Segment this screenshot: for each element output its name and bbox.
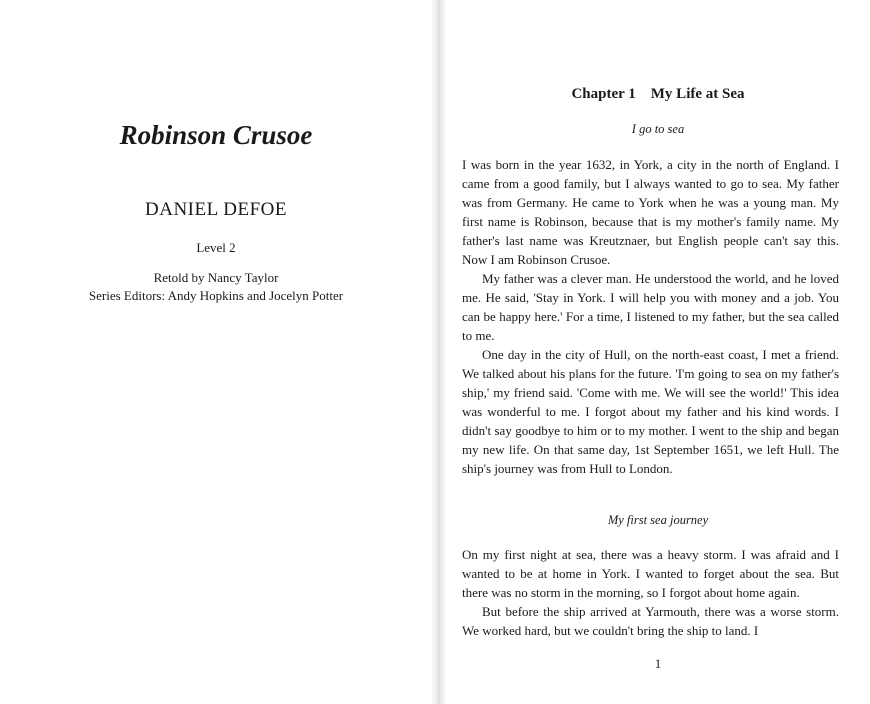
section-heading-first-sea-journey: My first sea journey: [607, 513, 709, 527]
page-number: 1: [654, 656, 662, 671]
author-name: DANIEL DEFOE: [145, 199, 287, 220]
title-page: [0, 0, 432, 704]
section-body-go-to-sea: [462, 155, 839, 478]
retold-by: Retold by Nancy Taylor: [153, 270, 279, 285]
chapter-title: Chapter 1 My Life at Sea: [571, 86, 745, 102]
book-title: Robinson Crusoe: [119, 120, 313, 150]
paragraph: I was born in the year 1632, in York, a city in the north of England. I came from a good family, but I always wanted to go to sea. My father was from Germany. He came to York when he was a young man. My first name is Robinson, because that is my mother's family name. My father's last name was Kreutznaer, but English people can't say this. Now I am Robinson Crusoe.: [462, 157, 839, 267]
book-gutter: [432, 0, 446, 704]
series-editors: Series Editors: Andy Hopkins and Jocelyn Potter: [88, 288, 344, 303]
paragraph: But before the ship arrived at Yarmouth, there was a worse storm. We worked hard, but we couldn't bring the ship to land. I: [462, 604, 839, 638]
reading-level: Level 2: [196, 240, 236, 255]
section-body-first-sea-journey: [462, 545, 839, 640]
paragraph: On my first night at sea, there was a heavy storm. I was afraid and I wanted to be at home in York. I wanted to forget about the sea. But there was no storm in the morning, so I forgot about home again.: [462, 547, 839, 600]
paragraph: One day in the city of Hull, on the north-east coast, I met a friend. We talked about his plans for the future. 'I'm going to sea on my father's ship,' my friend said. 'Come with me. We will see the world!' This idea was wonderful to me. I forgot about my father and his kind words. I didn't say goodbye to him or to my mother. I went to the ship and began my new life. On that same day, 1st September 1651, we left Hull. The ship's journey was from Hull to London.: [462, 347, 839, 476]
section-heading-go-to-sea: I go to sea: [631, 122, 685, 136]
paragraph: My father was a clever man. He understood the world, and he loved me. He said, 'Stay in York. I will help you with money and a job. You can be happy here.' For a time, I listened to my father, but the sea called to me.: [462, 271, 839, 343]
chapter-page: [446, 0, 870, 704]
